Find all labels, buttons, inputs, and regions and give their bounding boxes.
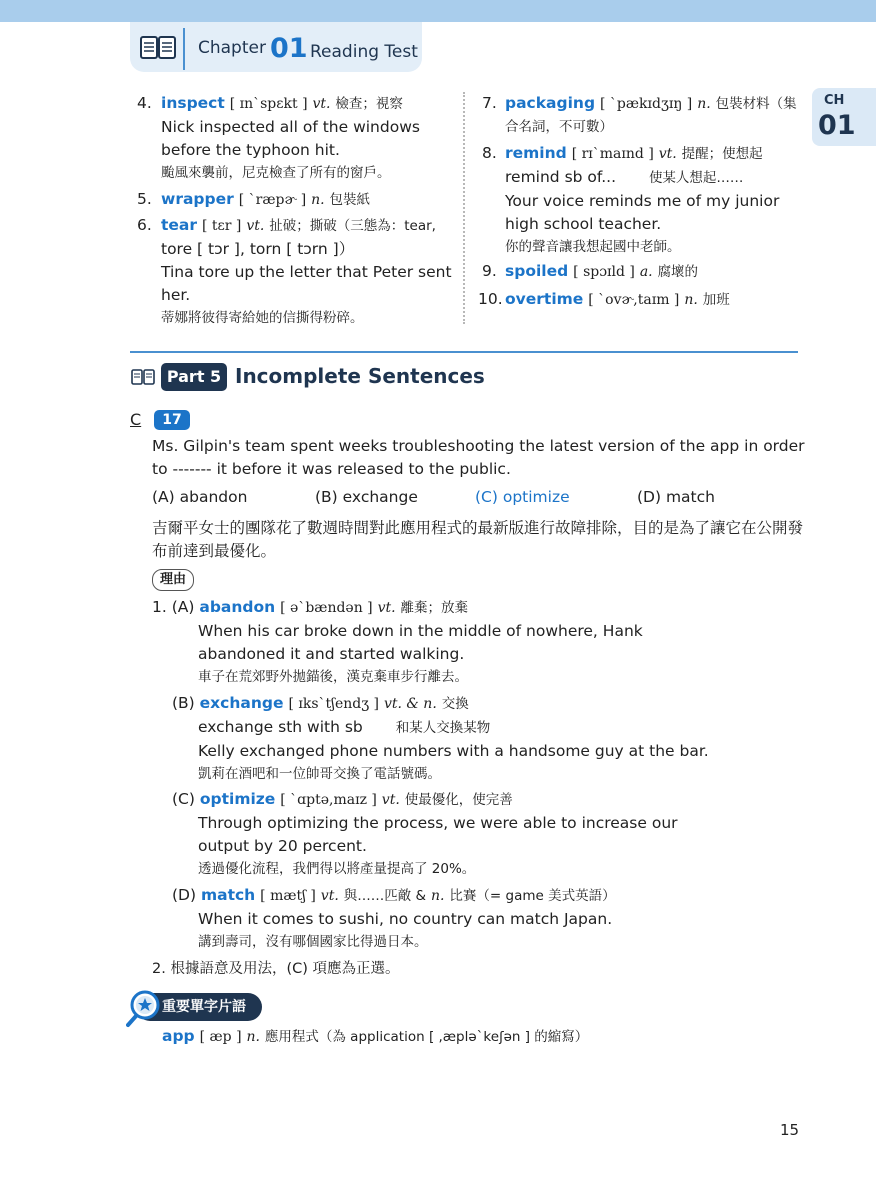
vocab-pos: vt.	[246, 218, 265, 234]
example-sentence: Tina tore up the letter that Peter sent	[161, 263, 452, 281]
vocab-definition: 加班	[702, 292, 730, 308]
vocab-word: spoiled	[505, 262, 569, 280]
vocab-ipa: [ spɔɪld ]	[573, 264, 635, 280]
vocab-definition: 交換	[441, 696, 469, 712]
entry-number: 9.	[482, 262, 497, 280]
vocab-pos: vt.	[320, 888, 339, 904]
vocab-word: inspect	[161, 94, 225, 112]
reason-prefix: (B)	[172, 694, 195, 712]
vocab-definition: 離棄；放棄	[400, 600, 469, 616]
vocab-box-label: 重要單字片語	[136, 993, 262, 1021]
vocab-ipa: [ ˋpækɪdʒɪŋ ]	[600, 96, 693, 112]
vocab-ipa: [ ˋovɚ,taɪm ]	[588, 292, 680, 308]
example-translation: 講到壽司，沒有哪個國家比得過日本。	[198, 934, 428, 950]
vocab-word: packaging	[505, 94, 596, 112]
vocab-ipa: [ tɛr ]	[201, 218, 242, 234]
phrase-translation: 使某人想起……	[648, 170, 744, 186]
vocab-definition: 包裝材料（集	[715, 96, 797, 112]
example-sentence: Through optimizing the process, we were able to increase our	[198, 814, 678, 832]
page-number: 15	[780, 1121, 800, 1139]
vocab-pos: n.	[697, 96, 711, 112]
chapter-side-label: CH	[824, 93, 845, 108]
vocab-word: optimize	[199, 790, 276, 808]
vocab-pos: vt.	[658, 146, 677, 162]
example-sentence: high school teacher.	[505, 215, 662, 233]
vocab-box-entry	[162, 1025, 588, 1045]
vocab-definition: 腐壞的	[657, 264, 699, 280]
example-sentence: Nick inspected all of the windows	[161, 118, 420, 136]
chapter-number: 01	[270, 33, 308, 64]
section-divider	[130, 351, 798, 353]
vocab-word: overtime	[505, 290, 584, 308]
entry-number: 4.	[137, 94, 152, 112]
vocab-definition-cont: 合名詞，不可數）	[505, 119, 613, 135]
example-translation: 凱莉在酒吧和一位帥哥交換了電話號碼。	[198, 766, 441, 782]
chapter-side-number: 01	[818, 110, 856, 141]
part-book-icon	[131, 369, 155, 385]
example-translation: 你的聲音讓我想起國中老師。	[505, 239, 681, 255]
vocab-word: exchange	[199, 694, 284, 712]
vocab-pos: n.	[684, 292, 698, 308]
vocab-definition-cont: tore [ tɔr ], torn [ tɔrn ]）	[161, 240, 355, 258]
example-translation: 颱風來襲前，尼克檢查了所有的窗戶。	[161, 165, 391, 181]
magnifier-icon	[126, 988, 164, 1028]
reason-option-b	[172, 692, 792, 786]
question-translation: 吉爾平女士的團隊花了數週時間對此應用程式的最新版進行故障排除，目的是為了讓它在公開發	[152, 519, 804, 537]
question-text: Ms. Gilpin's team spent weeks troubleshooting the latest version of the app in order	[152, 437, 805, 455]
vocab-ipa: [ ɪksˋtʃendʒ ]	[288, 696, 380, 712]
option-b: (B) exchange	[315, 488, 418, 506]
example-sentence: Your voice reminds me of my junior	[505, 192, 780, 210]
vocab-pos: n.	[430, 888, 445, 904]
open-book-icon	[140, 34, 176, 62]
vocab-definition: 使最優化，使完善	[404, 792, 513, 808]
vocab-entry-overtime	[478, 288, 802, 312]
vocab-ipa: [ rɪˋmaɪnd ]	[571, 146, 654, 162]
vocab-pos: vt. & n.	[383, 696, 437, 712]
phrase: exchange sth with sb	[198, 718, 363, 736]
reason-conclusion: 2. 根據語意及用法，(C) 項應為正選。	[152, 961, 400, 977]
vocab-definition: 包裝紙	[329, 192, 371, 208]
question-translation: 布前達到最優化。	[152, 542, 277, 560]
chapter-label: Chapter	[198, 38, 266, 58]
phrase: remind sb of...	[505, 168, 616, 186]
entry-number: 6.	[137, 216, 152, 234]
part-title: Incomplete Sentences	[235, 364, 485, 388]
vocab-word: remind	[505, 144, 567, 162]
vocab-definition: 與……匹敵 &	[343, 888, 427, 904]
phrase-translation: 和某人交換某物	[395, 720, 491, 736]
vocab-definition: 扯破；撕破（三態為：tear,	[269, 218, 436, 234]
example-sentence: When it comes to sushi, no country can match Japan.	[198, 910, 613, 928]
vocab-pos: n.	[311, 192, 325, 208]
vocab-ipa: [ æp ]	[199, 1029, 242, 1045]
section-title: Reading Test	[310, 42, 418, 62]
reason-option-a	[152, 596, 772, 689]
vocab-pos: vt.	[377, 600, 396, 616]
vocab-definition: 應用程式（為 application [ ,æpləˋkeʃən ] 的縮寫）	[264, 1029, 589, 1045]
example-sentence: Kelly exchanged phone numbers with a handsome guy at the bar.	[198, 742, 709, 760]
reason-option-c	[172, 788, 792, 881]
example-sentence: output by 20 percent.	[198, 837, 367, 855]
vocab-definition: 比賽（= game 美式英語）	[449, 888, 616, 904]
question-text: to ------- it before it was released to the public.	[152, 460, 511, 478]
vocab-definition: 檢查；視察	[335, 96, 403, 112]
entry-number: 5.	[137, 190, 152, 208]
vocab-ipa: [ ˋræpɚ ]	[238, 192, 307, 208]
vocab-word: tear	[161, 216, 198, 234]
example-sentence: her.	[161, 286, 191, 304]
vocab-ipa: [ ɪnˋspɛkt ]	[229, 96, 308, 112]
answer-letter: C	[130, 410, 142, 429]
vocab-word: wrapper	[161, 190, 234, 208]
reason-prefix: 1. (A)	[152, 598, 195, 616]
reason-prefix: (C)	[172, 790, 195, 808]
top-bar	[0, 0, 876, 22]
vocab-entry-remind	[482, 142, 802, 259]
vocab-word: abandon	[199, 598, 276, 616]
vocab-ipa: [ ˋɑptə,maɪz ]	[280, 792, 377, 808]
vocab-pos: vt.	[312, 96, 331, 112]
example-translation: 車子在荒郊野外拋錨後，漢克棄車步行離去。	[198, 669, 468, 685]
example-sentence: before the typhoon hit.	[161, 141, 340, 159]
vocab-pos: vt.	[381, 792, 400, 808]
vocab-definition: 提醒；使想起	[681, 146, 763, 162]
example-translation: 蒂娜將彼得寄給她的信撕得粉碎。	[161, 310, 364, 326]
header-divider	[183, 28, 185, 70]
vocab-entry-wrapper	[137, 188, 457, 212]
option-d: (D) match	[637, 488, 715, 506]
vocab-word: app	[162, 1027, 195, 1045]
vocab-entry-packaging	[482, 92, 802, 139]
question-number: 17	[154, 410, 190, 430]
part-badge: Part 5	[161, 363, 227, 391]
option-a: (A) abandon	[152, 488, 248, 506]
vocab-ipa: [ mætʃ ]	[260, 888, 316, 904]
example-translation: 透過優化流程，我們得以將產量提高了 20%。	[198, 861, 476, 877]
vocab-ipa: [ əˋbændən ]	[280, 600, 373, 616]
vocab-pos: n.	[246, 1029, 260, 1045]
vocab-pos: a.	[639, 264, 653, 280]
entry-number: 8.	[482, 144, 497, 162]
example-sentence: When his car broke down in the middle of nowhere, Hank	[198, 622, 643, 640]
reason-option-d	[172, 884, 792, 954]
vocab-word: match	[200, 886, 256, 904]
reason-prefix: (D)	[172, 886, 197, 904]
column-divider	[463, 92, 465, 324]
vocab-entry-spoiled	[482, 260, 802, 284]
option-c-correct: (C) optimize	[475, 488, 570, 506]
example-sentence: abandoned it and started walking.	[198, 645, 465, 663]
reason-label: 理由	[152, 569, 194, 591]
entry-number: 10.	[478, 290, 503, 308]
vocab-entry-inspect	[137, 92, 457, 185]
entry-number: 7.	[482, 94, 497, 112]
vocab-entry-tear	[137, 214, 457, 330]
